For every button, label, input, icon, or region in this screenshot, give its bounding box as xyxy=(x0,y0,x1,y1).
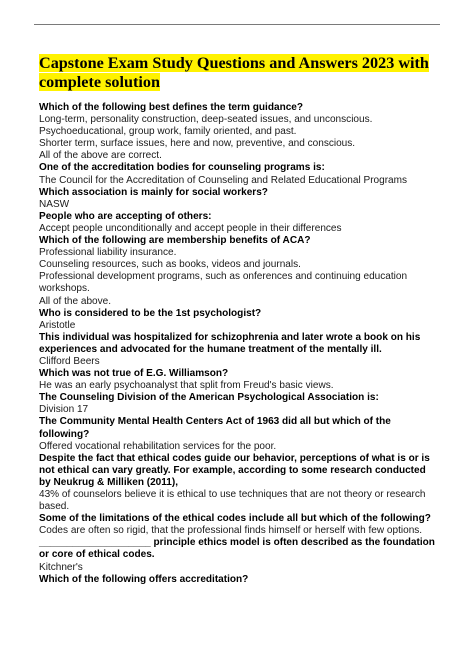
title-line-1: Capstone Exam Study Questions and Answers 2023 with xyxy=(39,54,429,72)
question-text: Some of the limitations of the ethical codes include all but which of the following? xyxy=(39,513,431,525)
question-text: The Counseling Division of the American Psychological Association is: xyxy=(39,392,379,404)
question-text: Which was not true of E.G. Williamson? xyxy=(39,368,229,380)
top-divider xyxy=(34,24,440,25)
answer-text: Aristotle xyxy=(39,319,76,331)
answer-text: All of the above. xyxy=(39,295,112,307)
question-text: ____________________ principle ethics model is often described as the foundation or core of ethical codes. xyxy=(39,537,435,561)
question-text: Which of the following best defines the term guidance? xyxy=(39,102,304,113)
answer-text: Offered vocational rehabilitation services for the poor. xyxy=(39,440,277,452)
question-text: This individual was hospitalized for schizophrenia and later wrote a book on his experiences and advocated for the humane treatment of the mentally ill. xyxy=(39,331,421,355)
title-line-2: complete solution xyxy=(39,73,160,91)
question-text: Despite the fact that ethical codes guide our behavior, perceptions of what is or is not ethical can vary greatly. For example, according to some research conducted by Neukrug & Milliken (2011), xyxy=(39,452,430,488)
answer-text: Long-term, personality construction, deep-seated issues, and unconscious. xyxy=(39,114,373,126)
answer-text: Kitchner's xyxy=(39,561,83,573)
qa-content xyxy=(39,102,439,586)
question-text: Which association is mainly for social workers? xyxy=(39,186,268,198)
answer-text: He was an early psychoanalyst that split from Freud's basic views. xyxy=(39,380,334,392)
question-text: Which of the following offers accreditation? xyxy=(39,573,249,585)
answer-text: Psychoeducational, group work, family oriented, and past. xyxy=(39,126,297,138)
answer-text: Professional development programs, such as onferences and continuing education workshops. xyxy=(39,271,408,295)
question-text: People who are accepting of others: xyxy=(39,210,212,222)
answer-text: Division 17 xyxy=(39,404,89,416)
answer-text: All of the above are correct. xyxy=(39,150,162,162)
document-title xyxy=(39,54,439,92)
question-text: One of the accreditation bodies for counseling programs is: xyxy=(39,162,325,174)
question-text: Which of the following are membership benefits of ACA? xyxy=(39,235,311,247)
answer-text: The Council for the Accreditation of Counseling and Related Educational Programs xyxy=(39,174,408,186)
answer-text: Professional liability insurance. xyxy=(39,247,177,259)
answer-text: NASW xyxy=(39,198,70,210)
answer-text: Counseling resources, such as books, videos and journals. xyxy=(39,259,301,271)
answer-text: Codes are often so rigid, that the professional finds himself or herself with few options. xyxy=(39,525,423,537)
answer-text: Accept people unconditionally and accept people in their differences xyxy=(39,222,342,234)
question-text: The Community Mental Health Centers Act of 1963 did all but which of the following? xyxy=(39,416,391,440)
answer-text: Clifford Beers xyxy=(39,355,100,367)
answer-text: 43% of counselors believe it is ethical to use techniques that are not theory or research based. xyxy=(39,489,426,513)
answer-text: Shorter term, surface issues, here and now, preventive, and conscious. xyxy=(39,138,356,150)
question-text: Who is considered to be the 1st psychologist? xyxy=(39,307,262,319)
